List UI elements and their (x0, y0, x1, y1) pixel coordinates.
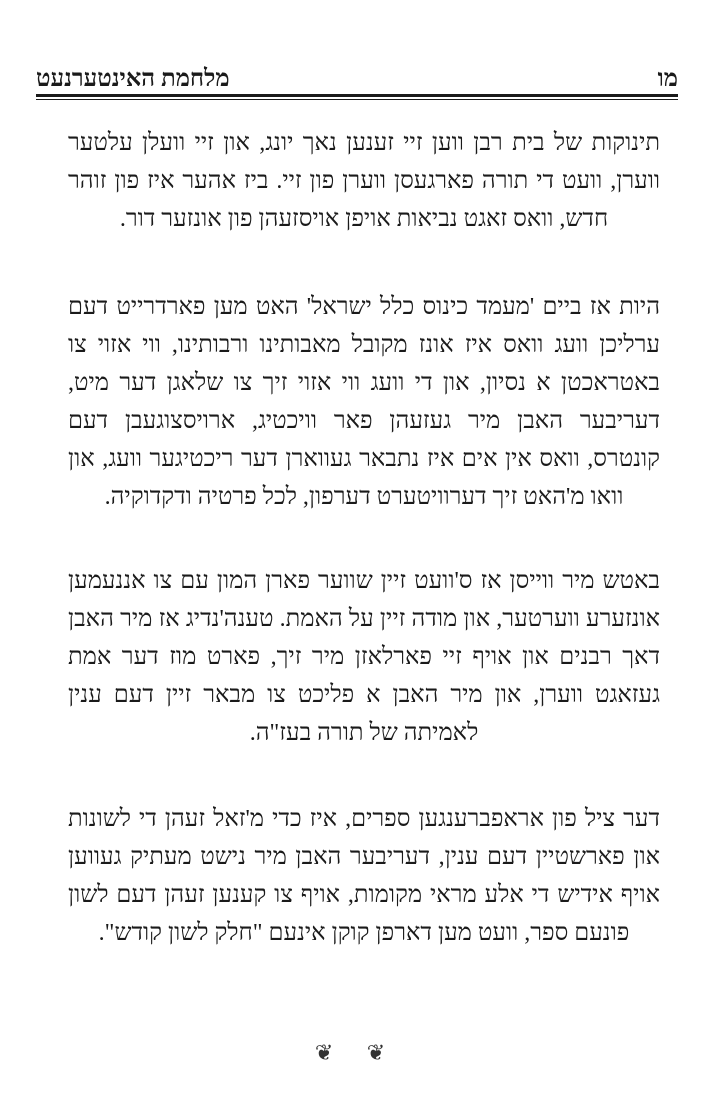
header-rule-thin (36, 99, 678, 100)
running-title: מלחמת האינטערנעט (36, 66, 230, 92)
running-header (36, 56, 678, 94)
header-rule-thick (36, 94, 678, 97)
paragraph-4: דער ציל פון אראפברענגען ספרים, איז כדי מ'זאל זעהן די לשונות און פארשטיין דעם ענין, דעריבער האבן מיר נישט מעתיק געווען אויף אידיש די אלע מראי מקומות, אויף צו קענען זעהן דעם לשון פונעם ספר, וועט מען דארפן קוקן אינעם "חלק לשון קודש". (68, 806, 660, 946)
paragraph-2: היות אז ביים 'מעמד כינוס כלל ישראל' האט מען פארדרייט דעם ערליכן וועג וואס איז אונז מקובל מאבותינו ורבותינו, ווי אזוי צו באטראכטן א נסיון, און די וועג ווי אזוי זיך צו שלאגן דער מיט, דעריבער האבן מיר געזעהן פאר וויכטיג, ארויסצוגעבן דעם קונטרס, וואס אין אים איז נתבאר געווארן דער ריכטיגער וועג, און וואו מ'האט זיך דערוויטערט דערפון, לכל פרטיה ודקדוקיה. (68, 294, 660, 510)
paragraph-3: באטש מיר ווייסן אז ס'וועט זיין שווער פארן המון עם צו אננעמען אונזערע ווערטער, און מודה זיין על האמת. טענה'נדיג אז מיר האבן דאך רבנים און אויף זיי פארלאזן מיר זיך, פארט מוז דער אמת געזאגט ווערן, און מיר האבן א פליכט צו מבאר זיין דעם ענין לאמיתה של תורה בעז"ה. (68, 568, 660, 746)
body-text (68, 124, 660, 998)
paragraph-1: תינוקות של בית רבן ווען זיי זענען נאך יונג, און זיי וועלן עלטער ווערן, וועט די תורה פארגעסן ווערן פון זיי. ביז אהער איז פון זוהר חדש, וואס זאגט נביאות אויפן אויסזעהן פון אונזער דור. (68, 130, 660, 232)
page-number: מו (657, 66, 678, 92)
fleuron-ornament-icon: ❦ ❦ (314, 1040, 400, 1065)
